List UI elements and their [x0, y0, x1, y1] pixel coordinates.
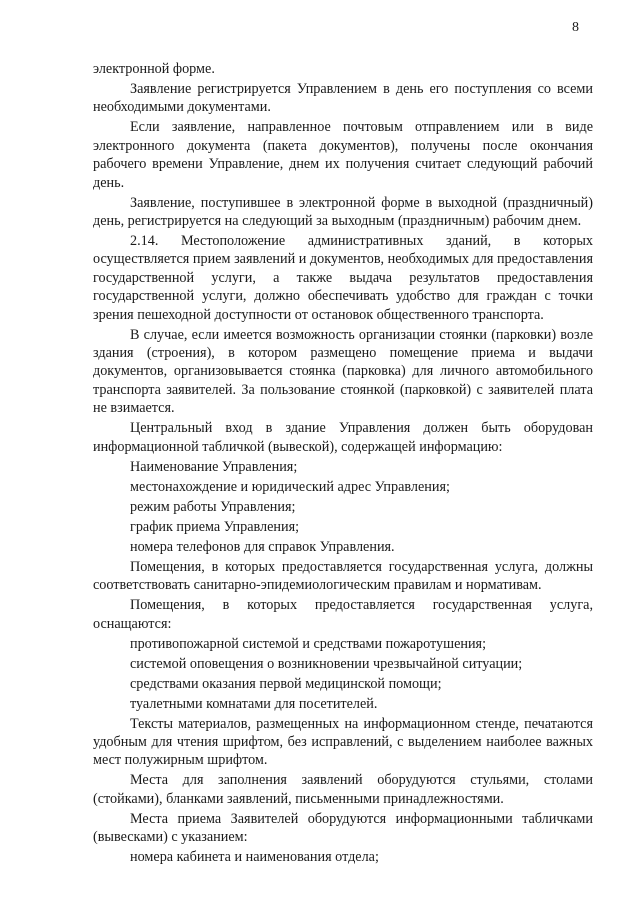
- list-item: Наименование Управления;: [130, 458, 298, 475]
- document-body: [93, 60, 593, 868]
- paragraph: Места приема Заявителей оборудуются информационными табличками (вывесками) с указанием:: [93, 810, 593, 846]
- paragraph: Заявление регистрируется Управлением в день его поступления со всеми необходимыми документами.: [93, 81, 593, 116]
- paragraph: Места для заполнения заявлений оборудуются стульями, столами (стойками), бланками заявлений, письменными принадлежностями.: [93, 772, 593, 807]
- paragraph: Помещения, в которых предоставляется государственная услуга, должны соответствовать санитарно-эпидемиологическим правилам и нормативам.: [93, 558, 593, 594]
- section-paragraph-2-14: 2.14. Местоположение административных зданий, в которых осуществляется прием заявлений и документов, необходимых для предоставления государственной услуги, а также выдача результатов предоставления государственной услуги, должно обеспечивать удобство для граждан с точки зрения пешеходной доступности от остановок общественного транспорта.: [93, 233, 593, 323]
- paragraph: Заявление, поступившее в электронной форме в выходной (праздничный) день, регистрируется на следующий за выходным (праздничным) рабочим днем.: [93, 194, 593, 230]
- list-item: номера кабинета и наименования отдела;: [130, 849, 379, 866]
- paragraph: Центральный вход в здание Управления должен быть оборудован информационной табличкой (вывеской), содержащей информацию:: [93, 420, 593, 455]
- list-item: номера телефонов для справок Управления.: [130, 538, 395, 555]
- list-item: график приема Управления;: [130, 518, 300, 535]
- paragraph: Если заявление, направленное почтовым отправлением или в виде электронного документа (пакета документов), получены после окончания рабочего времени Управление, днем их получения считает следующий рабочий день.: [93, 119, 593, 191]
- paragraph: В случае, если имеется возможность организации стоянки (парковки) возле здания (строения), в котором размещено помещение приема и выдачи документов, организовывается стоянка (парковка) для личного автомобильного транспорта заявителей. За пользование стоянкой (парковкой) с заявителей плата не взимается.: [93, 326, 593, 417]
- page-number: 8: [572, 20, 579, 35]
- list-item: туалетными комнатами для посетителей.: [130, 695, 378, 712]
- paragraph: электронной форме.: [93, 61, 215, 77]
- paragraph: Тексты материалов, размещенных на информационном стенде, печатаются удобным для чтения шрифтом, без исправлений, с выделением наиболее важных мест полужирным шрифтом.: [93, 715, 593, 769]
- list-item: режим работы Управления;: [130, 498, 296, 515]
- paragraph: Помещения, в которых предоставляется государственная услуга, оснащаются:: [93, 597, 593, 632]
- list-item: противопожарной системой и средствами пожаротушения;: [130, 635, 487, 652]
- list-item: средствами оказания первой медицинской помощи;: [130, 675, 442, 692]
- list-item: местонахождение и юридический адрес Управления;: [130, 478, 450, 495]
- list-item: системой оповещения о возникновении чрезвычайной ситуации;: [130, 655, 523, 672]
